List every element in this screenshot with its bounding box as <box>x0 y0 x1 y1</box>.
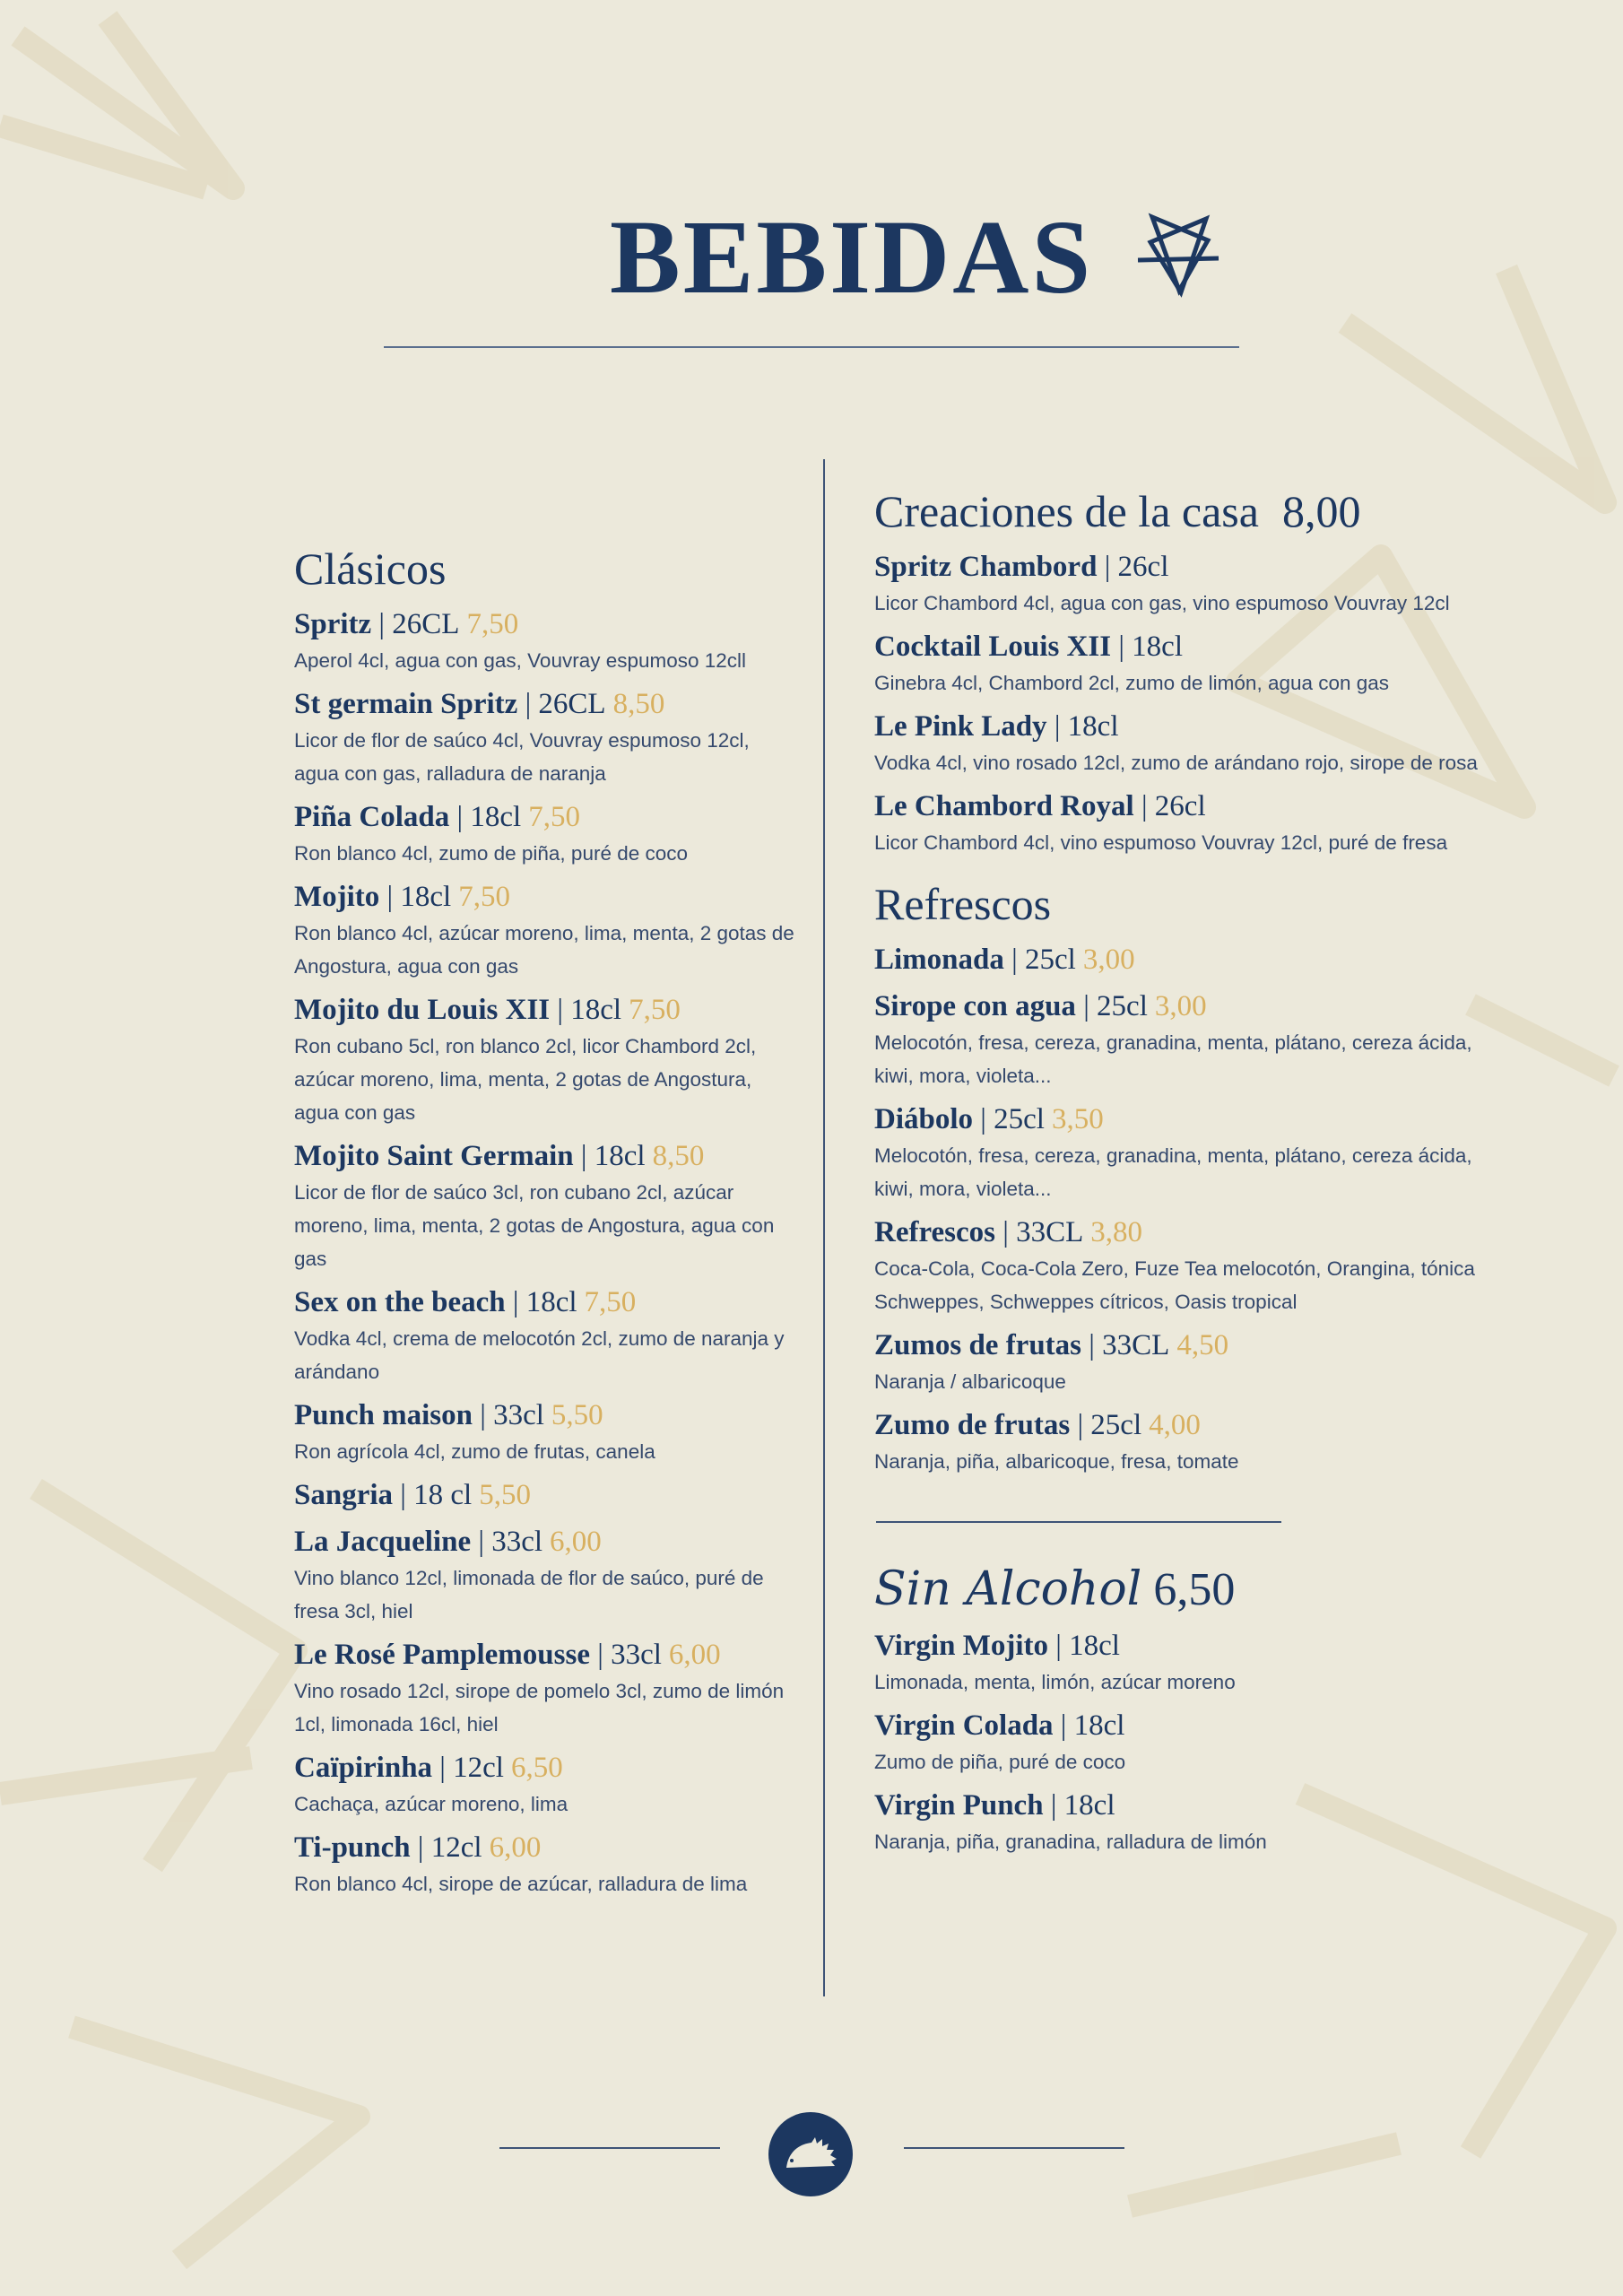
item-size: 18cl <box>1073 1709 1125 1742</box>
item-name: Le Rosé Pamplemousse <box>294 1639 590 1671</box>
item-head <box>294 1283 796 1322</box>
header-rule <box>384 346 1239 348</box>
item-description: Ginebra 4cl, Chambord 2cl, zumo de limón, agua con gas <box>874 672 1390 694</box>
item-name: Mojito du Louis XII <box>294 994 551 1026</box>
item-size: 18cl <box>1132 631 1183 663</box>
creaciones-price: 8,00 <box>1281 486 1361 536</box>
item-separator: | <box>1043 1789 1064 1822</box>
menu-item <box>874 1786 1484 1858</box>
item-description: Vodka 4cl, crema de melocotón 2cl, zumo de naranja y arándano <box>294 1327 785 1383</box>
item-name: St germain Spritz <box>294 688 518 720</box>
item-separator: | <box>1048 1630 1070 1662</box>
item-name: Piña Colada <box>294 801 450 833</box>
item-price: 6,50 <box>510 1752 563 1784</box>
item-description: Naranja, piña, granadina, ralladura de limón <box>874 1831 1267 1853</box>
item-description: Ron blanco 4cl, zumo de piña, puré de coco <box>294 842 689 865</box>
item-size: 25cl <box>1097 990 1148 1022</box>
item-head <box>874 787 1484 826</box>
item-name: Virgin Colada <box>874 1709 1054 1742</box>
item-separator: | <box>1053 1709 1074 1742</box>
item-separator: | <box>505 1286 526 1318</box>
item-description: Ron agrícola 4cl, zumo de frutas, canela <box>294 1440 655 1463</box>
clasicos-list <box>294 604 796 1900</box>
item-name: Refrescos <box>874 1216 995 1248</box>
item-size: 18cl <box>525 1286 577 1318</box>
item-name: Le Pink Lady <box>874 710 1047 743</box>
item-price: 7,50 <box>584 1286 637 1318</box>
item-description: Melocotón, fresa, cereza, granadina, menta, plátano, cereza ácida, kiwi, mora, violeta... <box>874 1031 1472 1087</box>
item-size: 25cl <box>994 1103 1045 1135</box>
page-title: BEBIDAS <box>610 198 1094 316</box>
item-separator: | <box>1003 944 1025 976</box>
menu-item <box>294 990 796 1129</box>
item-name: Limonada <box>874 944 1004 976</box>
item-head <box>294 1635 796 1674</box>
item-price: 3,50 <box>1051 1103 1104 1135</box>
item-separator: | <box>1070 1409 1091 1441</box>
item-name: Spritz <box>294 608 372 640</box>
section-title-refrescos: Refrescos <box>874 879 1052 929</box>
item-name: Zumo de frutas <box>874 1409 1071 1441</box>
item-description: Naranja / albaricoque <box>874 1370 1066 1393</box>
item-description: Licor de flor de saúco 4cl, Vouvray espumoso 12cl, agua con gas, ralladura de naranja <box>294 729 750 785</box>
item-head <box>294 1748 796 1787</box>
item-separator: | <box>550 994 571 1026</box>
item-name: Punch maison <box>294 1399 473 1431</box>
item-price: 3,00 <box>1082 944 1135 976</box>
item-head <box>874 1326 1484 1365</box>
item-description: Licor Chambord 4cl, vino espumoso Vouvray 12cl, puré de fresa <box>874 831 1448 854</box>
item-separator: | <box>371 608 393 640</box>
item-price: 4,00 <box>1149 1409 1201 1441</box>
item-head <box>294 1475 796 1515</box>
footer-rule-right <box>904 2147 1124 2149</box>
item-price: 6,00 <box>550 1526 602 1558</box>
item-name: Le Chambord Royal <box>874 790 1134 822</box>
item-name: Sirope con agua <box>874 990 1076 1022</box>
item-description: Melocotón, fresa, cereza, granadina, menta, plátano, cereza ácida, kiwi, mora, violeta... <box>874 1144 1472 1200</box>
menu-item <box>874 1100 1484 1205</box>
item-size: 33cl <box>493 1399 544 1431</box>
item-description: Coca-Cola, Coca-Cola Zero, Fuze Tea melocotón, Orangina, tónica Schweppes, Schweppes cítricos, Oasis tropical <box>874 1257 1475 1313</box>
item-separator: | <box>517 688 539 720</box>
menu-item <box>294 1828 796 1900</box>
item-head <box>874 1786 1484 1825</box>
item-separator: | <box>1081 1329 1103 1361</box>
item-separator: | <box>393 1479 414 1511</box>
item-description: Ron blanco 4cl, sirope de azúcar, ralladura de lima <box>294 1873 748 1895</box>
item-size: 18cl <box>400 881 452 913</box>
item-head <box>874 627 1484 666</box>
item-price: 8,50 <box>652 1140 705 1172</box>
sin-alcohol-title: Sin Alcohol <box>874 1562 1142 1616</box>
footer-rule-left <box>499 2147 720 2149</box>
menu-item <box>874 1405 1484 1478</box>
item-price: 8,50 <box>612 688 665 720</box>
item-name: Diábolo <box>874 1103 974 1135</box>
item-name: Mojito Saint Germain <box>294 1140 574 1172</box>
item-separator: | <box>432 1752 454 1784</box>
menu-item <box>874 1626 1484 1699</box>
item-name: Ti-punch <box>294 1831 411 1864</box>
item-name: Sex on the beach <box>294 1286 506 1318</box>
item-head <box>874 940 1484 979</box>
item-size: 18cl <box>470 801 522 833</box>
section-rule <box>876 1521 1281 1523</box>
item-separator: | <box>973 1103 994 1135</box>
item-price: 7,50 <box>629 994 681 1026</box>
menu-item <box>294 1283 796 1388</box>
item-description: Ron blanco 4cl, azúcar moreno, lima, menta, 2 gotas de Angostura, agua con gas <box>294 922 794 978</box>
item-price: 7,50 <box>458 881 510 913</box>
item-size: 33CL <box>1102 1329 1170 1361</box>
item-size: 26CL <box>392 608 460 640</box>
item-size: 18cl <box>594 1140 646 1172</box>
item-description: Vino blanco 12cl, limonada de flor de saúco, puré de fresa 3cl, hiel <box>294 1567 764 1622</box>
item-name: Zumos de frutas <box>874 1329 1082 1361</box>
item-separator: | <box>1097 551 1118 583</box>
item-separator: | <box>1111 631 1133 663</box>
item-size: 25cl <box>1024 944 1076 976</box>
item-separator: | <box>410 1831 431 1864</box>
item-separator: | <box>472 1399 494 1431</box>
creaciones-title: Creaciones de la casa <box>874 486 1259 536</box>
item-separator: | <box>573 1140 595 1172</box>
item-head <box>294 877 796 917</box>
item-size: 18cl <box>1069 1630 1120 1662</box>
item-size: 26cl <box>1117 551 1169 583</box>
sin-alcohol-list <box>874 1626 1484 1858</box>
item-separator: | <box>1075 990 1098 1022</box>
item-size: 12cl <box>453 1752 504 1784</box>
section-title-creaciones <box>874 483 1484 540</box>
item-separator: | <box>1046 710 1068 743</box>
item-price: 3,80 <box>1090 1216 1143 1248</box>
item-head <box>874 1706 1484 1745</box>
item-head <box>294 604 796 644</box>
item-price: 6,00 <box>668 1639 721 1671</box>
item-description: Aperol 4cl, agua con gas, Vouvray espumoso 12cll <box>294 649 747 672</box>
item-price: 7,50 <box>466 608 519 640</box>
item-head <box>294 1136 796 1176</box>
item-separator: | <box>1133 790 1155 822</box>
menu-item <box>294 797 796 870</box>
menu-item <box>294 877 796 983</box>
creaciones-list <box>874 547 1484 859</box>
item-name: Cocktail Louis XII <box>874 631 1112 663</box>
menu-item <box>874 940 1484 979</box>
item-head <box>874 987 1484 1026</box>
item-description: Limonada, menta, limón, azúcar moreno <box>874 1671 1236 1693</box>
item-price: 7,50 <box>528 801 580 833</box>
footer-badge <box>768 2112 853 2196</box>
menu-item <box>874 1706 1484 1779</box>
refrescos-list <box>874 940 1484 1478</box>
item-separator: | <box>449 801 471 833</box>
item-separator: | <box>471 1526 492 1558</box>
item-description: Zumo de piña, puré de coco <box>874 1751 1126 1773</box>
item-price: 6,00 <box>489 1831 542 1864</box>
item-head <box>874 1626 1484 1665</box>
item-description: Cachaça, azúcar moreno, lima <box>294 1793 568 1815</box>
menu-item <box>874 547 1484 620</box>
item-name: Virgin Mojito <box>874 1630 1048 1662</box>
item-head <box>874 1405 1484 1445</box>
item-size: 33cl <box>611 1639 662 1671</box>
menu-item <box>294 1635 796 1741</box>
menu-item <box>294 1475 796 1515</box>
item-name: Virgin Punch <box>874 1789 1044 1822</box>
item-separator: | <box>995 1216 1017 1248</box>
menu-item <box>874 987 1484 1092</box>
item-size: 18cl <box>1067 710 1119 743</box>
menu-item <box>294 1522 796 1628</box>
item-size: 18cl <box>1063 1789 1115 1822</box>
menu-item <box>294 684 796 790</box>
menu-item <box>874 627 1484 700</box>
hedgehog-icon <box>781 2135 840 2173</box>
left-column <box>294 540 796 1900</box>
item-head <box>874 547 1484 587</box>
item-head <box>294 1522 796 1561</box>
item-name: La Jacqueline <box>294 1526 472 1558</box>
item-name: Caïpirinha <box>294 1752 433 1784</box>
item-price: 4,50 <box>1176 1329 1229 1361</box>
item-head <box>294 684 796 724</box>
item-price: 3,00 <box>1154 990 1207 1022</box>
item-price: 5,50 <box>479 1479 531 1511</box>
item-size: 12cl <box>430 1831 482 1864</box>
item-size: 18cl <box>570 994 622 1026</box>
item-size: 33CL <box>1016 1216 1084 1248</box>
section-title-sin-alcohol <box>874 1561 1484 1619</box>
item-description: Ron cubano 5cl, ron blanco 2cl, licor Chambord 2cl, azúcar moreno, lima, menta, 2 gotas de Angostura, agua con gas <box>294 1035 757 1124</box>
menu-item <box>874 707 1484 779</box>
item-price: 5,50 <box>551 1399 603 1431</box>
item-head <box>294 990 796 1030</box>
menu-item <box>294 1748 796 1821</box>
menu-item <box>294 1136 796 1275</box>
item-separator: | <box>379 881 401 913</box>
item-description: Vino rosado 12cl, sirope de pomelo 3cl, zumo de limón 1cl, limonada 16cl, hiel <box>294 1680 785 1735</box>
item-name: Sangria <box>294 1479 394 1511</box>
star-knot-icon <box>1125 204 1233 312</box>
right-column <box>874 483 1484 1858</box>
item-name: Spritz Chambord <box>874 551 1098 583</box>
item-head <box>874 1213 1484 1252</box>
item-head <box>294 1396 796 1435</box>
sin-alcohol-price: 6,50 <box>1153 1564 1236 1615</box>
item-size: 26CL <box>538 688 606 720</box>
column-divider <box>823 459 825 1996</box>
item-size: 33cl <box>491 1526 543 1558</box>
item-head <box>874 707 1484 746</box>
item-description: Licor de flor de saúco 3cl, ron cubano 2cl, azúcar moreno, lima, menta, 2 gotas de Angostura, agua con gas <box>294 1181 775 1270</box>
item-size: 26cl <box>1154 790 1206 822</box>
menu-item <box>874 1213 1484 1318</box>
item-description: Vodka 4cl, vino rosado 12cl, zumo de arándano rojo, sirope de rosa <box>874 752 1478 774</box>
menu-item <box>874 1326 1484 1398</box>
menu-item <box>294 604 796 677</box>
item-name: Mojito <box>294 881 380 913</box>
item-head <box>874 1100 1484 1139</box>
item-head <box>294 1828 796 1867</box>
item-description: Licor Chambord 4cl, agua con gas, vino espumoso Vouvray 12cl <box>874 592 1450 614</box>
item-separator: | <box>589 1639 612 1671</box>
item-description: Naranja, piña, albaricoque, fresa, tomate <box>874 1450 1239 1473</box>
menu-item <box>874 787 1484 859</box>
section-title-clasicos: Clásicos <box>294 544 447 594</box>
item-size: 18 cl <box>413 1479 473 1511</box>
menu-item <box>294 1396 796 1468</box>
item-head <box>294 797 796 837</box>
item-size: 25cl <box>1090 1409 1142 1441</box>
